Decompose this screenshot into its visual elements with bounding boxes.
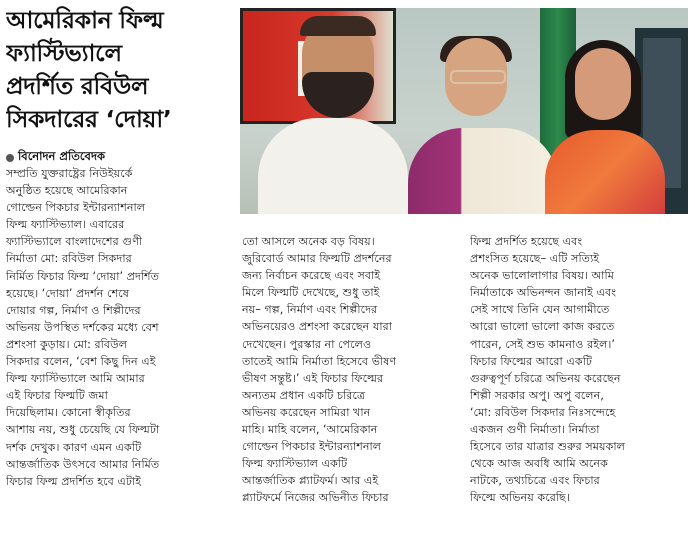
byline-text: বিনোদন প্রতিবেদক <box>18 149 106 163</box>
body-text-line: অভিনয় করেছেন সামিরা খান <box>242 405 371 419</box>
headline-line: সিকদারের ‘দোয়া’ <box>6 105 172 133</box>
person-1-hair <box>300 16 376 36</box>
body-text-line: ফিল্ম ফ্যাস্টিভ্যালে আমি আমার <box>6 372 145 386</box>
body-text-line: শিল্পী সরকার অপু। অপু বলেন, <box>470 388 604 402</box>
body-text-line: আশায় নয়, শুধু চেয়েছি যে ফিল্মটা <box>6 423 160 437</box>
body-text-line: সম্প্রতি যুক্তরাষ্ট্রের নিউইয়র্কে <box>6 167 133 180</box>
body-text-line: ফিল্মে অভিনয় করেছি। <box>470 491 570 505</box>
article-column-2 <box>242 233 452 507</box>
body-text-line: অনেক ভালোলাগার বিষয়। আমি <box>470 269 614 283</box>
body-text-line: হিসেবে তার যাত্রার শুরুর সময়কাল <box>470 440 625 454</box>
body-text-line: দিয়েছিলাম। কোনো স্বীকৃতির <box>6 406 131 420</box>
body-text-line: হয়েছে। ‘দোয়া’ প্রদর্শন শেষে <box>6 286 129 300</box>
body-text-line: গোল্ডেন পিকচার ইন্টারন্যাশনাল <box>6 201 146 215</box>
article-headline <box>6 4 232 136</box>
headline-line: আমেরিকান ফিল্ম <box>6 6 164 34</box>
article-column-1 <box>6 165 234 490</box>
body-text-line: মিলে ফিল্মটি দেখেছে, শুধু তাই <box>242 286 380 300</box>
body-text-line: দর্শক দেখুক। কারণ এমন একটি <box>6 440 142 454</box>
body-text-line: গোল্ডেন পিকচার ইন্টারন্যাশনাল <box>242 440 382 454</box>
person-3-head <box>575 48 631 120</box>
body-text-line: অনুষ্ঠিত হয়েছে আমেরিকান <box>6 184 128 198</box>
body-text-line: তাতেই আমি নির্মাতা হিসেবে ভীষণ <box>242 354 397 368</box>
body-text-line: মাহি। মাহি বলেন, ‘আমেরিকান <box>242 423 378 437</box>
person-1-body <box>258 118 408 214</box>
headline-line: ফ্যাস্টিভ্যালে <box>6 39 122 67</box>
body-text-line: নির্মাতাকে অভিনন্দন জানাই এবং <box>470 286 617 300</box>
body-text-line: ভীষণ সন্তুষ্ট।’ এই ফিচার ফিল্মের <box>242 371 384 385</box>
body-text-line: নির্মিত ফিচার ফিল্ম ‘দোয়া’ প্রদর্শিত <box>6 269 160 283</box>
body-text-line: ফিল্ম প্রদর্শিত হয়েছে এবং <box>470 235 583 248</box>
body-text-line: এই ফিচার ফিল্মটি জমা <box>6 389 108 403</box>
person-3-body <box>545 130 665 214</box>
body-text-line: থেকে আজ অবধি আমি অনেক <box>470 457 608 471</box>
body-text-line: প্রশংসা কুড়ায়। মো: রবিউল <box>6 337 128 351</box>
body-text-line: নির্মাতা মো: রবিউল সিকদার <box>6 252 132 266</box>
person-2-body <box>408 128 558 214</box>
body-text-line: ফ্যাস্টিভ্যালে বাংলাদেশের গুণী <box>6 235 143 249</box>
article-photo <box>240 8 688 214</box>
body-text-line: একজন গুণী নির্মাতা। নির্মাতা <box>470 423 600 437</box>
body-text-line: সিকদার বলেন, ‘বেশ কিছু দিন এই <box>6 355 156 369</box>
body-text-line: নাটকে, তথ্যচিত্রে এবং ফিচার <box>470 474 600 488</box>
body-text-line: জুরিবোর্ড আমার ফিল্মটি প্রদর্শনের <box>242 252 392 266</box>
body-text-line: জন্য নির্বাচন করেছে এবং সবাই <box>242 269 381 283</box>
body-text-line: নয়– গল্প, নির্মাণ এবং শিল্পীদের <box>242 303 378 317</box>
body-text-line: অভিনয়েরও প্রশংসা করেছেন যারা <box>242 320 392 334</box>
body-text-line: প্ল্যাটফর্মে নিজের অভিনীত ফিচার <box>242 491 389 505</box>
body-text-line: ফিচার ফিল্ম প্রদর্শিত হবে এটাই <box>6 474 142 488</box>
body-text-line: অভিনয় উপস্থিত দর্শকের মধ্যে বেশ <box>6 320 159 334</box>
body-text-line: দোয়ার গল্প, নির্মাণ ও শিল্পীদের <box>6 303 141 317</box>
body-text-line: গুরুত্বপূর্ণ চরিত্রে অভিনয় করেছেন <box>470 371 621 385</box>
person-2-glasses <box>450 70 506 84</box>
body-text-line: ফিচার ফিল্মের আরো একটি <box>470 354 592 368</box>
body-text-line: আরো ভালো ভালো কাজ করতে <box>470 320 615 334</box>
body-text-line: অন্যতম প্রধান একটি চরিত্রে <box>242 388 366 402</box>
body-text-line: ফিল্ম ফ্যাস্টিভ্যাল একটি <box>242 457 348 471</box>
body-text-line: ‘মো: রবিউল সিকদার নিঃসন্দেহে <box>470 405 616 419</box>
bullet-icon <box>6 154 14 162</box>
body-text-line: প্রশংসিত হয়েছে– এটি সত্যিই <box>470 252 600 266</box>
headline-line: প্রদর্শিত রবিউল <box>6 72 149 100</box>
body-text-line: দেখেছেন। পুরস্কার না পেলেও <box>242 337 372 351</box>
body-text-line: আন্তর্জাতিক প্ল্যাটফর্ম। আর এই <box>242 474 379 488</box>
body-text-line: আন্তর্জাতিক উৎসবে আমার নির্মিত <box>6 457 160 471</box>
body-text-line: তো আসলে অনেক বড় বিষয়। <box>242 235 375 248</box>
body-text-line: সেই সাথে তিনি যেন আগামীতে <box>470 303 610 317</box>
article-column-3 <box>470 233 688 507</box>
body-text-line: পারেন, সেই শুভ কামনাও রইল।’ <box>470 337 615 351</box>
body-text-line: ফিল্ম ফ্যাস্টিভ্যাল। এবারের <box>6 218 125 232</box>
